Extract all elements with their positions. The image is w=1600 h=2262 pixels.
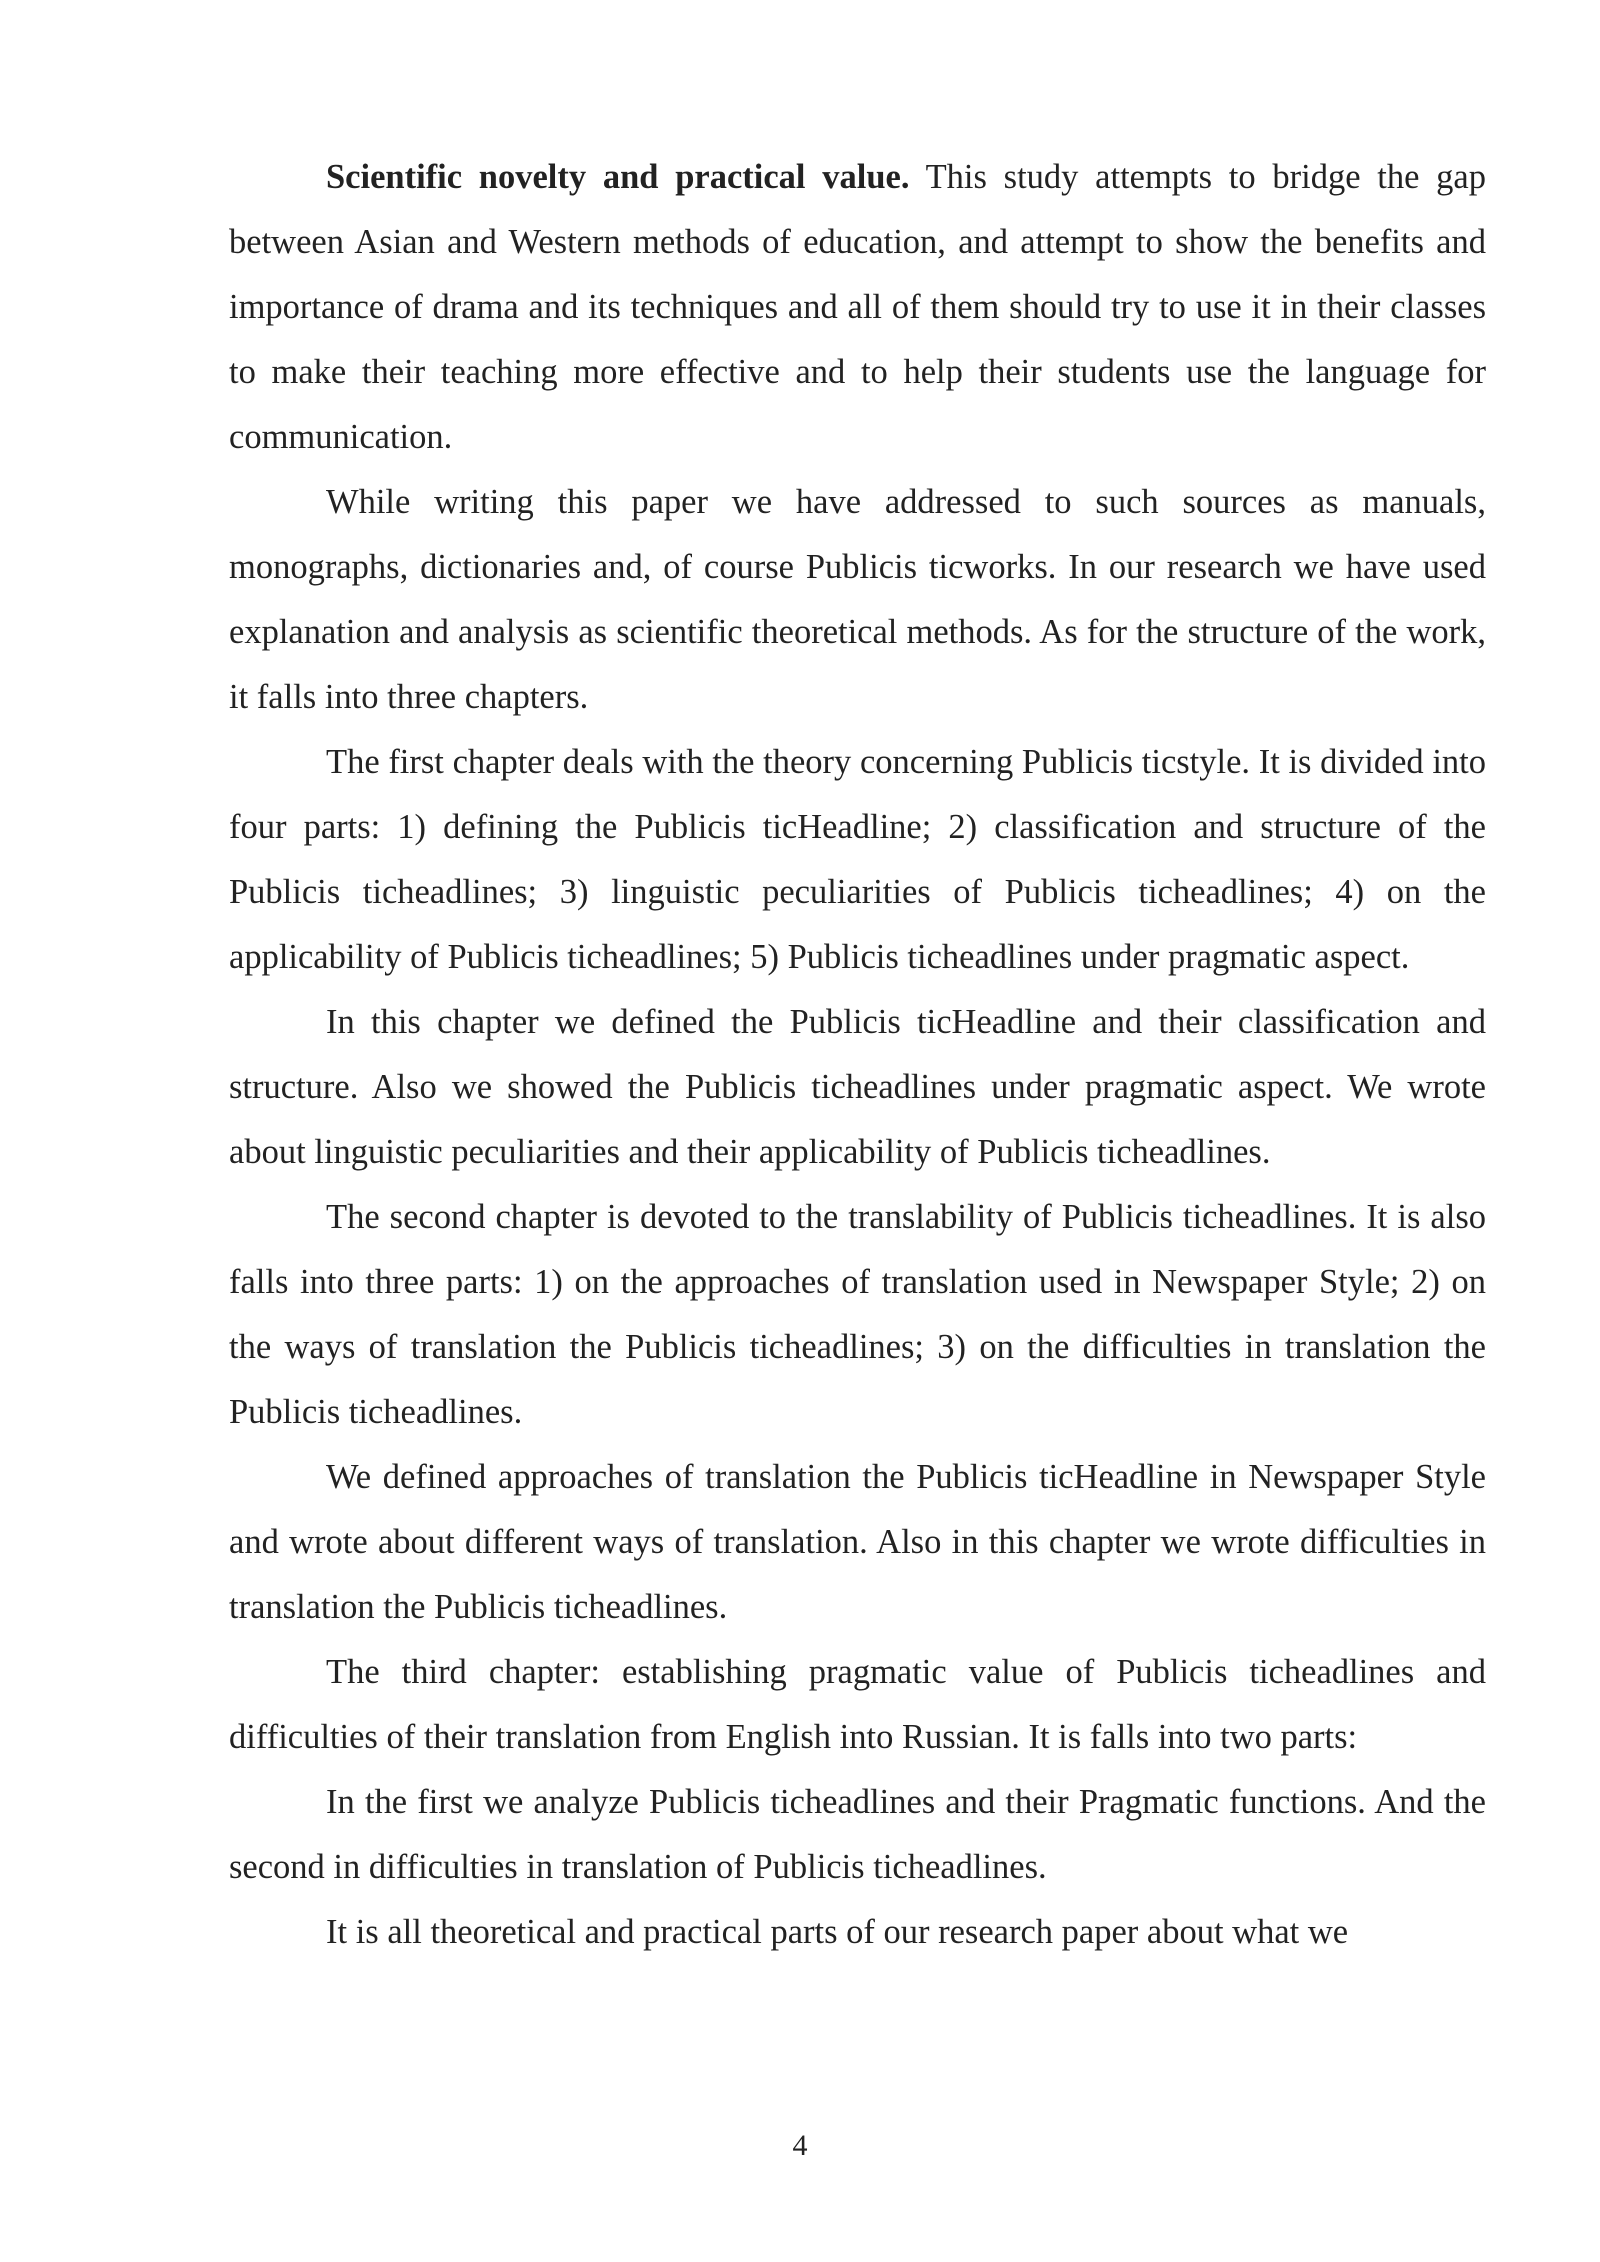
paragraph-sources-methods: While writing this paper we have addressed to such sources as manuals, monographs, dictionaries and, of course Publicis ticworks. In our research we have used explanation and analysis as scientific theoretical methods. As for the structure of the work, it falls into three chapters.: [229, 483, 1486, 716]
paragraph-text: This study attempts to bridge the gap between Asian and Western methods of education, and attempt to show the benefits and importance of drama and its techniques and all of them should try to use it in their classes to make their teaching more effective and to help their students use the language for communication.: [229, 158, 1486, 456]
paragraph-second-chapter-summary: We defined approaches of translation the Publicis ticHeadline in Newspaper Style and wrote about different ways of translation. Also in this chapter we wrote difficulties in translation the Publicis ticheadlines.: [229, 1458, 1486, 1626]
paragraph-first-chapter: The first chapter deals with the theory concerning Publicis ticstyle. It is divided into four parts: 1) defining the Publicis ticHeadline; 2) classification and structure of the Publicis ticheadlines; 3) linguistic peculiarities of Publicis ticheadlines; 4) on the applicability of Publicis ticheadlines; 5) Publicis ticheadlines under pragmatic aspect.: [229, 743, 1486, 976]
paragraph-second-chapter: The second chapter is devoted to the translability of Publicis ticheadlines. It is also falls into three parts: 1) on the approaches of translation used in Newspaper Style; 2) on the ways of translation the Publicis ticheadlines; 3) on the difficulties in translation the Publicis ticheadlines.: [229, 1198, 1486, 1431]
page-number: 4: [792, 2129, 808, 2162]
paragraph-scientific-novelty: [229, 145, 1486, 470]
paragraph-lead-heading: Scientific novelty and practical value.: [326, 158, 910, 196]
paragraph-first-chapter-summary: In this chapter we defined the Publicis ticHeadline and their classification and structure. Also we showed the Publicis ticheadlines under pragmatic aspect. We wrote about linguistic peculiarities and their applicability of Publicis ticheadlines.: [229, 1003, 1486, 1171]
paragraph-third-chapter: The third chapter: establishing pragmatic value of Publicis ticheadlines and difficulties of their translation from English into Russian. It is falls into two parts:: [229, 1653, 1486, 1756]
body-text: [229, 145, 1486, 1965]
paragraph-conclusion-start: It is all theoretical and practical parts of our research paper about what we: [326, 1913, 1349, 1951]
paragraph-third-chapter-parts: In the first we analyze Publicis ticheadlines and their Pragmatic functions. And the second in difficulties in translation of Publicis ticheadlines.: [229, 1783, 1486, 1886]
